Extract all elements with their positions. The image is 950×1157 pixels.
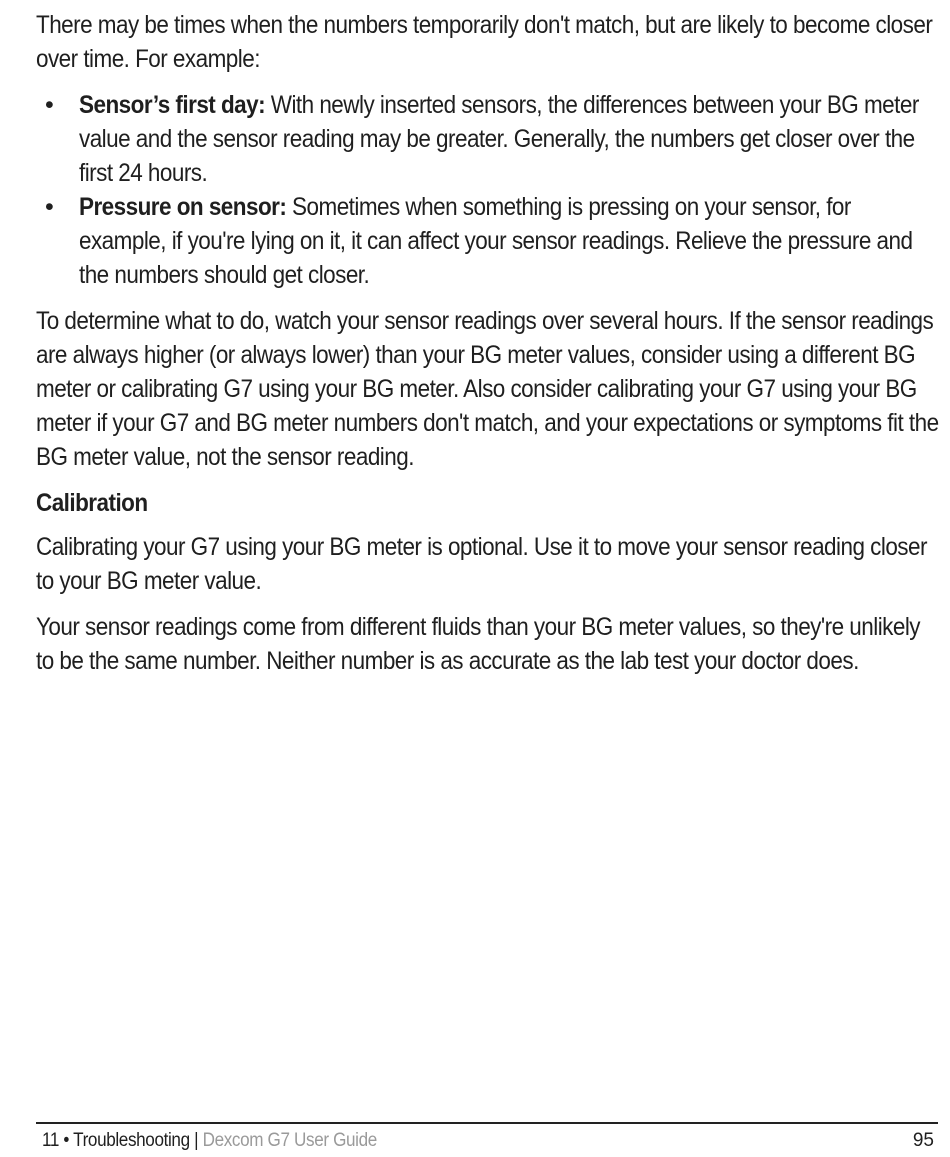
footer-separator: | [189,1130,203,1151]
bullet-body: Sometimes when something is pressing on your sensor, for example, if you're lying on it, it can affect your sensor readings. Relieve the pressure and the numbers should get closer. [79,193,913,289]
calibration-paragraph-1: Calibrating your G7 using your BG meter is optional. Use it to move your sensor reading closer to your BG meter value. [36,533,927,595]
calibration-heading: Calibration [36,489,148,517]
footer-chapter-line [42,1129,377,1153]
bullet-body: With newly inserted sensors, the differences between your BG meter value and the sensor reading may be greater. Generally, the numbers get closer over the first 24 hours. [79,91,919,187]
bullet-icon: • [45,91,54,119]
page-content [36,8,942,690]
calibration-paragraph-2: Your sensor readings come from different fluids than your BG meter values, so they're unlikely to be the same number. Neither number is as accurate as the lab test your doctor does. [36,613,921,675]
page-number: 95 [912,1130,934,1151]
footer-guide-title: Dexcom G7 User Guide [202,1130,377,1151]
footer-chapter: 11 • Troubleshooting [42,1130,190,1151]
bullet-title: Pressure on sensor: [79,193,287,221]
bullet-icon: • [45,193,54,221]
page-footer [36,1122,938,1156]
intro-paragraph: There may be times when the numbers temporarily don't match, but are likely to become closer over time. For example: [36,11,933,73]
determine-paragraph: To determine what to do, watch your sensor readings over several hours. If the sensor readings are always higher (or always lower) than your BG meter values, consider using a different BG meter or calibrating G7 using your BG meter. Also consider calibrating your G7 using your BG meter if your G7 and BG meter numbers don't match, and your expectations or symptoms fit the BG meter value, not the sensor reading. [36,307,939,471]
bullet-item-first-day [36,88,942,190]
bullet-text [79,88,941,190]
bullet-title: Sensor’s first day: [79,91,266,119]
bullet-item-pressure [36,190,942,292]
bullet-text [79,190,941,292]
bullet-list [36,88,942,292]
